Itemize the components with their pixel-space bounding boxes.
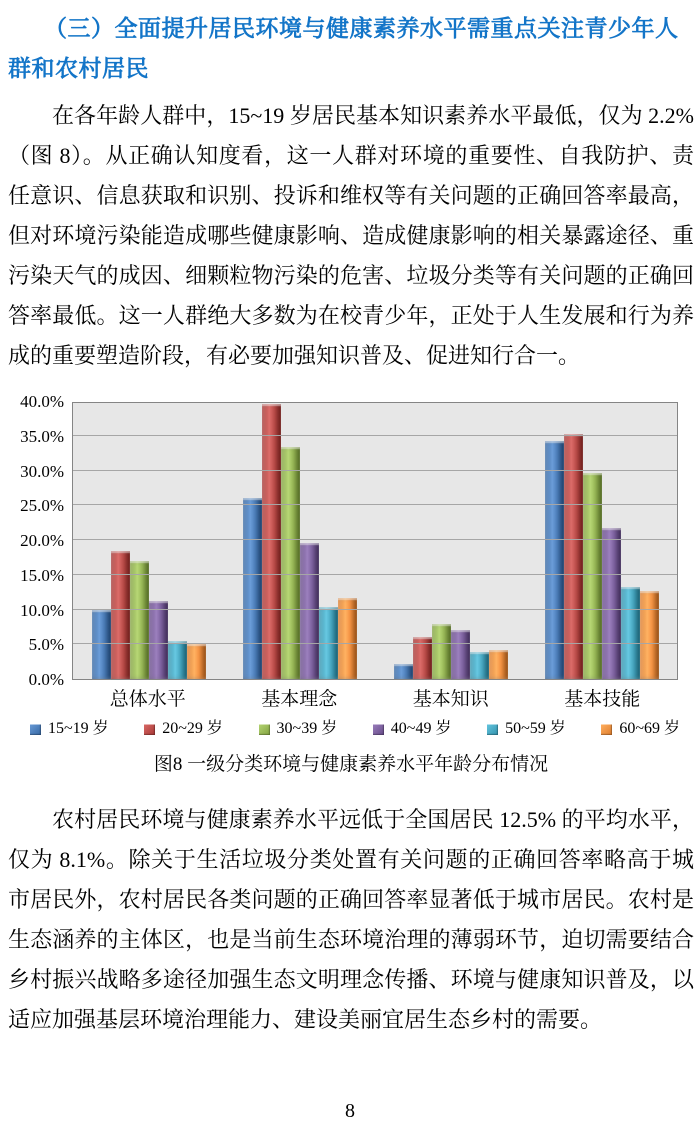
bar [300,543,319,679]
bar [640,591,659,679]
bar [130,561,149,679]
x-axis [72,688,678,712]
legend-label: 20~29 岁 [162,720,223,737]
legend-item [30,720,109,738]
gridline [73,574,677,575]
x-axis-label: 基本理念 [261,689,338,710]
y-tick-label: 5.0% [28,635,64,655]
legend-swatch [30,724,41,735]
bar-chart [8,392,694,744]
page-number: 8 [345,1100,355,1122]
legend-label: 15~19 岁 [48,720,109,737]
bar-group [224,403,375,679]
bar [489,650,508,679]
bar [470,652,489,679]
bar-groups [73,403,677,679]
gridline [73,643,677,644]
bar [394,664,413,679]
y-tick-label: 30.0% [20,461,64,481]
legend-item [144,720,223,738]
gridline [73,504,677,505]
legend-swatch [259,724,270,735]
bar [621,587,640,679]
section-heading: （三）全面提升居民环境与健康素养水平需重点关注青少年人群和农村居民 [8,15,679,81]
y-tick-label: 0.0% [28,670,64,689]
y-tick-label: 40.0% [20,392,64,411]
chart-plot [72,402,678,680]
y-axis [8,392,66,744]
legend-item [487,720,566,738]
bar [243,498,262,679]
y-tick-label: 15.0% [20,565,64,585]
legend-item [259,720,338,738]
y-tick-label: 20.0% [20,531,64,550]
gridline [73,539,677,540]
chart-legend [30,720,680,738]
legend-swatch [601,724,612,735]
bar [149,601,168,679]
legend-item [601,720,680,738]
legend-swatch [487,724,498,735]
bar [602,528,621,679]
gridline [73,609,677,610]
bar [451,630,470,679]
y-tick-label: 35.0% [20,426,64,446]
bar [338,598,357,679]
y-tick-label: 10.0% [20,600,64,620]
gridline [73,435,677,436]
legend-label: 60~69 岁 [619,720,680,737]
legend-item [373,720,452,738]
legend-swatch [144,724,155,735]
bar [111,551,130,679]
figure-8 [8,392,694,778]
bar-group [73,403,224,679]
bar [168,641,187,679]
bar [262,404,281,679]
bar [187,644,206,679]
paragraph-1: 在各年龄人群中，15~19 岁居民基本知识素养水平最低，仅为 2.2%（图 8）。从正确认知度看，这一人群对环境的重要性、自我防护、责任意识、信息获取和识别、投诉和维权等有关问题的正确回答率最高，但对环境污染能造成哪些健康影响、造成健康影响的相关暴露途径、重污染天气的成因、细颗粒物污染的危害、垃圾分类等有关问题的正确回答率最低。这一人群绝大多数为在校青少年，正处于人生发展和行为养成的重要塑造阶段，有必要加强知识普及、促进知行合一。 [8,103,694,368]
bar-group [375,403,526,679]
x-axis-label: 总体水平 [109,689,186,710]
bar [432,624,451,679]
bar [92,610,111,680]
legend-label: 50~59 岁 [505,720,566,737]
paragraph-2: 农村居民环境与健康素养水平远低于全国居民 12.5% 的平均水平，仅为 8.1%。除关于生活垃圾分类处置有关问题的正确回答率略高于城市居民外，农村居民各类问题的正确回答率显著低于城市居民。农村是生态涵养的主体区，也是当前生态环境治理的薄弱环节，迫切需要结合乡村振兴战略多途径加强生态文明理念传播、环境与健康知识普及，以适应加强基层环境治理能力、建设美丽宜居生态乡村的需要。 [8,807,694,1032]
legend-label: 30~39 岁 [276,720,338,737]
gridline [73,470,677,471]
bar-group [526,403,677,679]
x-axis-label: 基本技能 [564,689,641,710]
figure-caption: 图8 一级分类环境与健康素养水平年龄分布情况 [153,754,549,775]
y-tick-label: 25.0% [20,496,64,516]
legend-swatch [373,724,384,735]
legend-label: 40~49 岁 [390,720,452,737]
x-axis-label: 基本知识 [412,689,489,710]
